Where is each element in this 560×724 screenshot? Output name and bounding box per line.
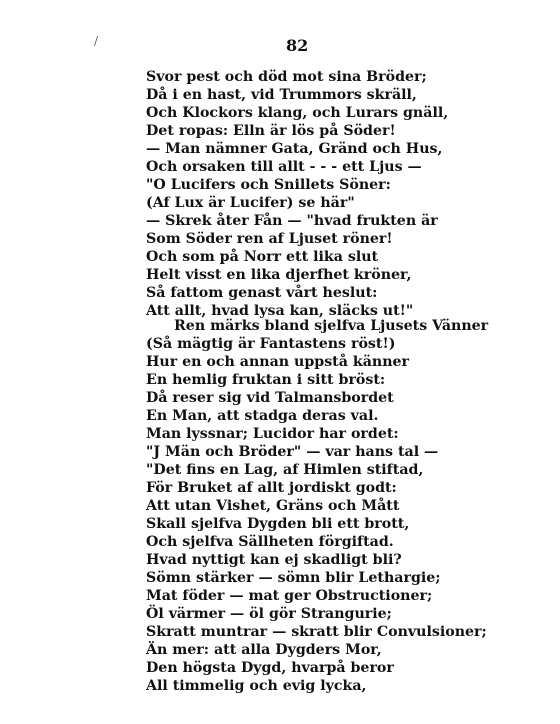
poem-line: En hemlig fruktan i sitt bröst: xyxy=(146,372,386,388)
poem-line: Och orsaken till allt - - - ett Ljus — xyxy=(146,159,422,175)
stanza xyxy=(146,317,488,695)
poem-line: Som Söder ren af Ljuset röner! xyxy=(146,231,393,247)
poem-line: Så fattom genast vårt heslut: xyxy=(146,285,378,301)
stanza xyxy=(146,68,448,320)
poem-line: — Skrek åter Fån — "hvad frukten är xyxy=(146,213,438,229)
poem-line: "J Män och Bröder" — var hans tal — xyxy=(146,444,439,460)
poem-line: Mat föder — mat ger Obstructioner; xyxy=(146,588,433,604)
poem-line: Hvad nyttigt kan ej skadligt bli? xyxy=(146,552,402,568)
poem-line: Och sjelfva Sällheten förgiftad. xyxy=(146,534,394,550)
poem-line: Sömn stärker — sömn blir Lethargie; xyxy=(146,570,441,586)
poem-line: Skall sjelfva Dygden bli ett brott, xyxy=(146,516,410,532)
poem-line: Och som på Norr ett lika slut xyxy=(146,249,379,265)
poem-line: — Man nämner Gata, Gränd och Hus, xyxy=(146,141,443,157)
poem-line: Öl värmer — öl gör Strangurie; xyxy=(146,606,392,622)
poem-line: Det ropas: Elln är lös på Söder! xyxy=(146,123,396,139)
poem-line: För Bruket af allt jordiskt godt: xyxy=(146,480,397,496)
poem-line: Då i en hast, vid Trummors skräll, xyxy=(146,87,417,103)
poem-line: "Det fins en Lag, af Himlen stiftad, xyxy=(146,462,424,478)
poem-line: Man lyssnar; Lucidor har ordet: xyxy=(146,426,399,442)
poem-line: En Man, att stadga deras val. xyxy=(146,408,379,424)
poem-line: Att utan Vishet, Gräns och Mått xyxy=(146,498,400,514)
poem-line: Än mer: att alla Dygders Mor, xyxy=(146,642,382,658)
poem-line: Skratt muntrar — skratt blir Convulsioner; xyxy=(146,624,487,640)
poem-line: Att allt, hvad lysa kan, släcks ut!" xyxy=(146,303,414,319)
poem-line: All timmelig och evig lycka, xyxy=(146,678,367,694)
poem-line: Svor pest och död mot sina Bröder; xyxy=(146,69,427,85)
poem-line: Ren märks bland sjelfva Ljusets Vänner xyxy=(174,318,489,334)
poem-line: Hur en och annan uppstå känner xyxy=(146,354,410,370)
page-number: 82 xyxy=(286,36,309,55)
poem-line: (Så mägtig är Fantastens röst!) xyxy=(146,336,396,352)
poem-line: (Af Lux är Lucifer) se här" xyxy=(146,195,355,211)
poem-line: Och Klockors klang, och Lurars gnäll, xyxy=(146,105,449,121)
poem-line: Helt visst en lika djerfhet kröner, xyxy=(146,267,412,283)
poem-line: "O Lucifers och Snillets Söner: xyxy=(146,177,391,193)
stray-mark: / xyxy=(94,34,99,48)
poem-line: Den högsta Dygd, hvarpå beror xyxy=(146,660,394,676)
poem-line: Då reser sig vid Talmansbordet xyxy=(146,390,394,406)
